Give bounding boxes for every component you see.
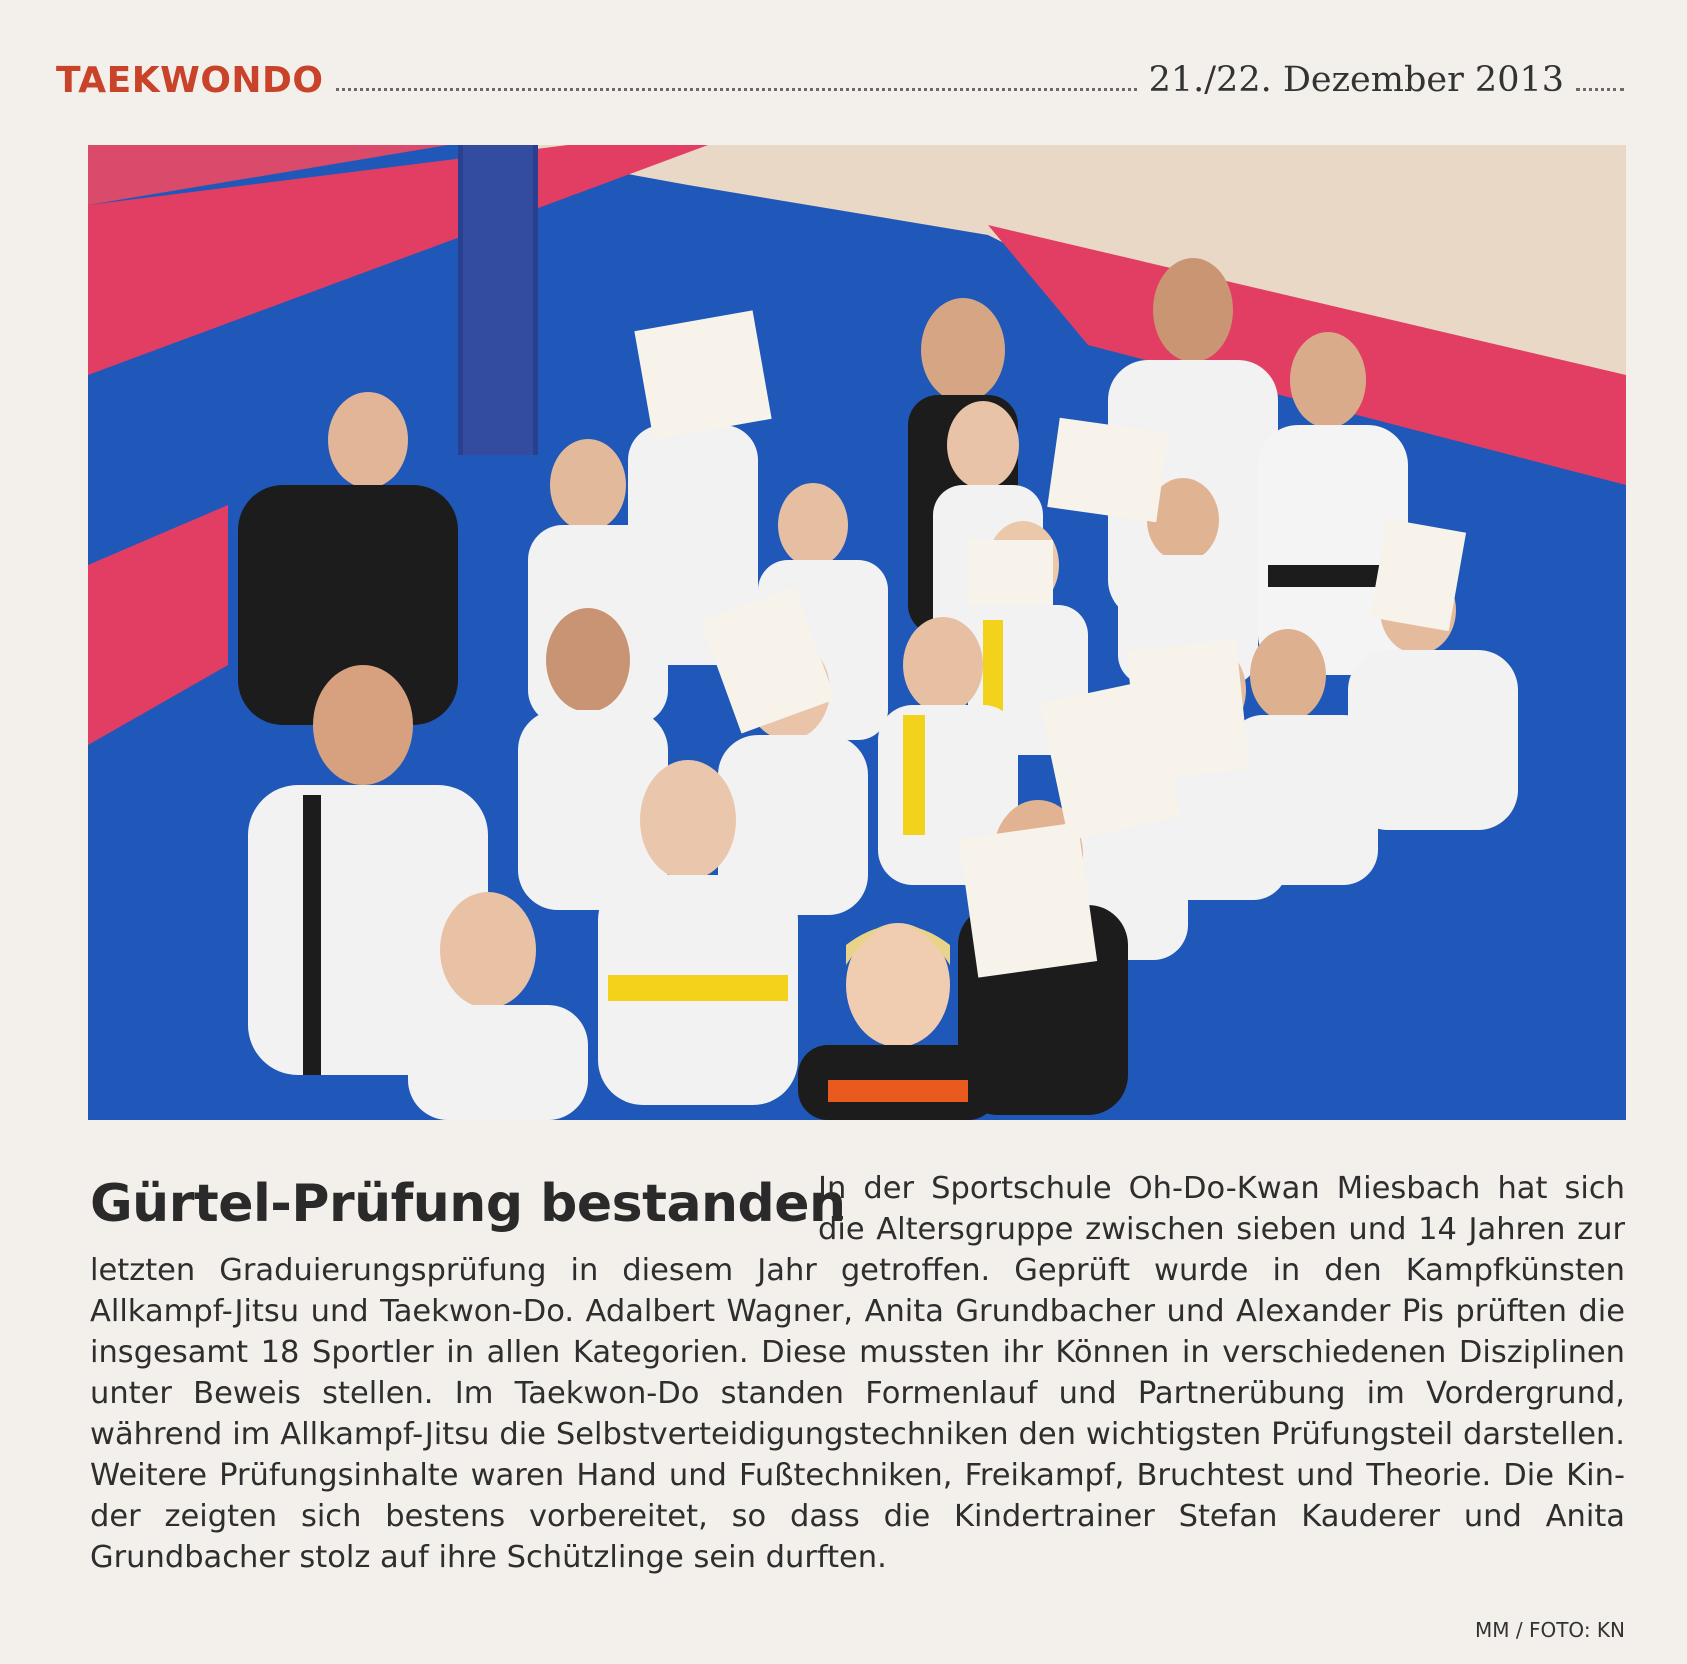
title-spacer	[90, 1168, 818, 1248]
group-photo-illustration	[88, 145, 1626, 1120]
article-photo	[88, 145, 1626, 1120]
article-title: Gürtel-Prüfung bestanden	[90, 1174, 846, 1234]
article-body	[90, 1168, 1625, 1578]
article-body-text: In der Sportschule Oh-Do-Kwan Miesbach hat sich die Altersgruppe zwischen sieben und 14 Jahren zur letzten Graduierungsprüfung in diesem Jahr getroffen. Geprüft wurde in den Kampfkünsten Allkampf-Jitsu und Taekwon-Do. Adalbert Wagner, Anita Grundbacher und Alexander Pis prüften die insgesamt 18 Sportler in allen Kategorien. Diese mussten ihr Können in verschiedenen Disziplinen unter Beweis stellen. Im Taekwon-Do standen Formenlauf und Partnerübung im Vordergrund, während im Allkampf-Jitsu die Selbstverteidigungstechniken den wichtigsten Prüfungsteil darstellen. Weitere Prüfungsinhalte waren Hand und Fußtechniken, Freikampf, Bruchtest und Theorie. Die Kinder zeigten sich bestens vorbereitet, so dass die Kindertrainer Stefan Kauderer und Anita Grundbacher stolz auf ihre Schützlinge sein durften.	[90, 1171, 1625, 1575]
photo-credit: MM / FOTO: KN	[1475, 1618, 1625, 1642]
section-label: TAEKWONDO	[56, 59, 324, 101]
issue-date: 21./22. Dezember 2013	[1148, 60, 1564, 100]
bleed-through-bottom	[560, 1120, 1680, 1160]
header-dotted-rule	[336, 88, 1137, 91]
header-dotted-rule-end	[1576, 88, 1624, 91]
page-header	[56, 52, 1636, 108]
